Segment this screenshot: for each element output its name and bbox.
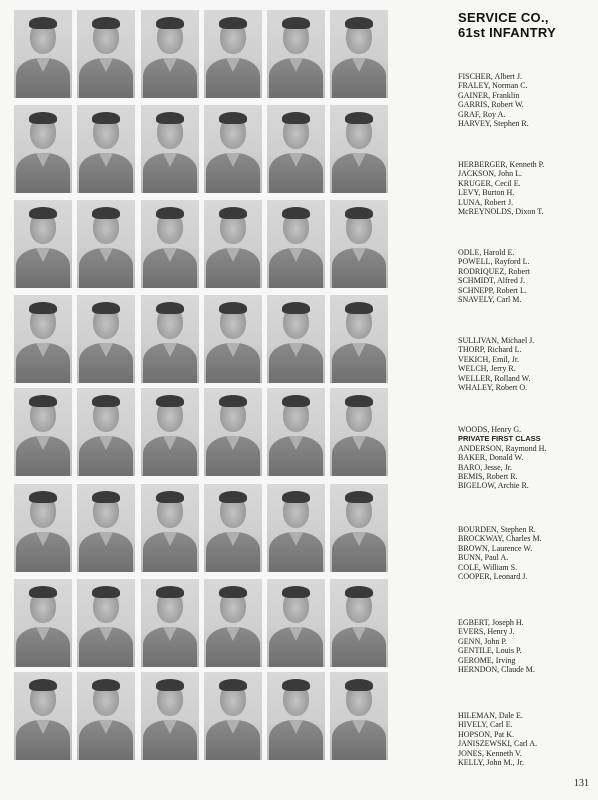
portrait-photo: [330, 10, 388, 98]
soldier-name: HERNDON, Claude M.: [458, 665, 535, 675]
portrait-photo: [141, 484, 199, 572]
rank-subheading: PRIVATE FIRST CLASS: [458, 434, 541, 444]
portrait-photo: [204, 484, 262, 572]
portrait-photo: [141, 579, 199, 667]
portrait-photo: [14, 295, 72, 383]
soldier-name: BROCKWAY, Charles M.: [458, 534, 542, 544]
soldier-name: JANISZEWSKI, Carl A.: [458, 739, 538, 749]
soldier-name: BEMIS, Robert R.: [458, 472, 518, 482]
unit-title-line1: SERVICE CO.,: [458, 10, 549, 25]
soldier-name: VEKICH, Emil, Jr.: [458, 354, 520, 364]
name-group: [458, 248, 596, 304]
soldier-name: BAKER, Donald W.: [458, 453, 524, 463]
name-group: [458, 336, 596, 392]
portrait-photo: [14, 200, 72, 288]
portrait-photo: [141, 295, 199, 383]
portrait-photo: [141, 105, 199, 193]
portrait-photo: [267, 484, 325, 572]
portrait-photo: [267, 105, 325, 193]
soldier-name: WOODS, Henry G.: [458, 425, 522, 434]
soldier-name: RODRIQUEZ, Robert: [458, 266, 530, 276]
portrait-photo: [330, 388, 388, 476]
name-group: [458, 425, 596, 491]
soldier-name: SNAVELY, Carl M.: [458, 295, 522, 305]
portrait-photo: [14, 579, 72, 667]
soldier-name: SCHMIDT, Alfred J.: [458, 276, 525, 286]
soldier-name: GAINER, Franklin: [458, 90, 520, 100]
soldier-name: BUNN, Paul A.: [458, 553, 509, 563]
portrait-photo: [204, 10, 262, 98]
portrait-photo: [14, 388, 72, 476]
soldier-name: HOPSON, Pat K.: [458, 729, 515, 739]
soldier-name: EVERS, Henry J.: [458, 627, 515, 637]
soldier-name: THORP, Richard L.: [458, 345, 522, 355]
portrait-photo: [77, 579, 135, 667]
portrait-photo: [14, 10, 72, 98]
soldier-name: HARVEY, Stephen R.: [458, 119, 529, 129]
portrait-photo: [14, 484, 72, 572]
portrait-photo: [330, 579, 388, 667]
portrait-photo: [77, 484, 135, 572]
soldier-name: GARRIS, Robert W.: [458, 100, 524, 110]
soldier-name: GEROME, Irving: [458, 655, 516, 665]
portrait-photo: [77, 10, 135, 98]
soldier-name: BOURDEN, Stephen R.: [458, 525, 536, 534]
name-group: [458, 618, 596, 674]
soldier-name: WELCH, Jerry R.: [458, 364, 516, 374]
soldier-name: GENN, John P.: [458, 636, 507, 646]
portrait-photo: [204, 295, 262, 383]
soldier-name: WELLER, Rolland W.: [458, 373, 531, 383]
soldier-name: BROWN, Laurence W.: [458, 543, 533, 553]
photo-grid: [14, 10, 384, 765]
unit-title: [458, 10, 593, 40]
soldier-name: ANDERSON, Raymond H.: [458, 443, 547, 453]
portrait-photo: [330, 200, 388, 288]
portrait-photo: [267, 672, 325, 760]
name-group: [458, 72, 596, 128]
portrait-photo: [204, 388, 262, 476]
portrait-photo: [77, 672, 135, 760]
soldier-name: SULLIVAN, Michael J.: [458, 336, 535, 345]
soldier-name: FISCHER, Albert J.: [458, 72, 523, 81]
soldier-name: GENTILE, Louis P.: [458, 646, 522, 656]
portrait-photo: [267, 388, 325, 476]
portrait-photo: [204, 579, 262, 667]
portrait-photo: [330, 672, 388, 760]
soldier-name: HERBERGER, Kenneth P.: [458, 160, 545, 169]
portrait-photo: [141, 200, 199, 288]
portrait-photo: [204, 105, 262, 193]
portrait-photo: [267, 295, 325, 383]
portrait-photo: [14, 105, 72, 193]
soldier-name: POWELL, Rayford L.: [458, 257, 530, 267]
name-group: [458, 160, 596, 216]
portrait-photo: [141, 672, 199, 760]
soldier-name: FRALEY, Norman C.: [458, 81, 528, 91]
soldier-name: JONES, Kenneth V.: [458, 748, 522, 758]
soldier-name: COLE, William S.: [458, 562, 518, 572]
portrait-photo: [77, 105, 135, 193]
portrait-photo: [267, 200, 325, 288]
soldier-name: ODLE, Harold E.: [458, 248, 515, 257]
portrait-photo: [141, 388, 199, 476]
soldier-name: EGBERT, Joseph H.: [458, 618, 524, 627]
soldier-name: HILEMAN, Dale E.: [458, 711, 523, 720]
portrait-photo: [77, 295, 135, 383]
soldier-name: COOPER, Leonard J.: [458, 572, 528, 582]
portrait-photo: [77, 388, 135, 476]
portrait-photo: [14, 672, 72, 760]
soldier-name: GRAF, Roy A.: [458, 109, 506, 119]
soldier-name: SCHNEPP, Robert L.: [458, 285, 527, 295]
name-group: [458, 711, 596, 767]
soldier-name: KRUGER, Cecil E.: [458, 178, 521, 188]
soldier-name: WHALEY, Robert O.: [458, 383, 528, 393]
portrait-photo: [77, 200, 135, 288]
portrait-photo: [330, 484, 388, 572]
soldier-name: BIGELOW, Archie R.: [458, 481, 529, 491]
soldier-name: LEVY, Burton H.: [458, 188, 515, 198]
unit-title-line2: 61st INFANTRY: [458, 25, 557, 40]
portrait-photo: [330, 295, 388, 383]
portrait-photo: [204, 200, 262, 288]
soldier-name: BARO, Jesse, Jr.: [458, 462, 513, 472]
portrait-photo: [204, 672, 262, 760]
page-number: 131: [574, 778, 589, 789]
portrait-photo: [330, 105, 388, 193]
portrait-photo: [267, 10, 325, 98]
soldier-name: JACKSON, John L.: [458, 169, 523, 179]
portrait-photo: [141, 10, 199, 98]
name-group: [458, 525, 596, 581]
soldier-name: HIVELY, Carl E.: [458, 720, 513, 730]
portrait-photo: [267, 579, 325, 667]
soldier-name: KELLY, John M., Jr.: [458, 758, 524, 768]
soldier-name: LUNA, Robert J.: [458, 197, 514, 207]
soldier-name: McREYNOLDS, Dixon T.: [458, 207, 544, 217]
